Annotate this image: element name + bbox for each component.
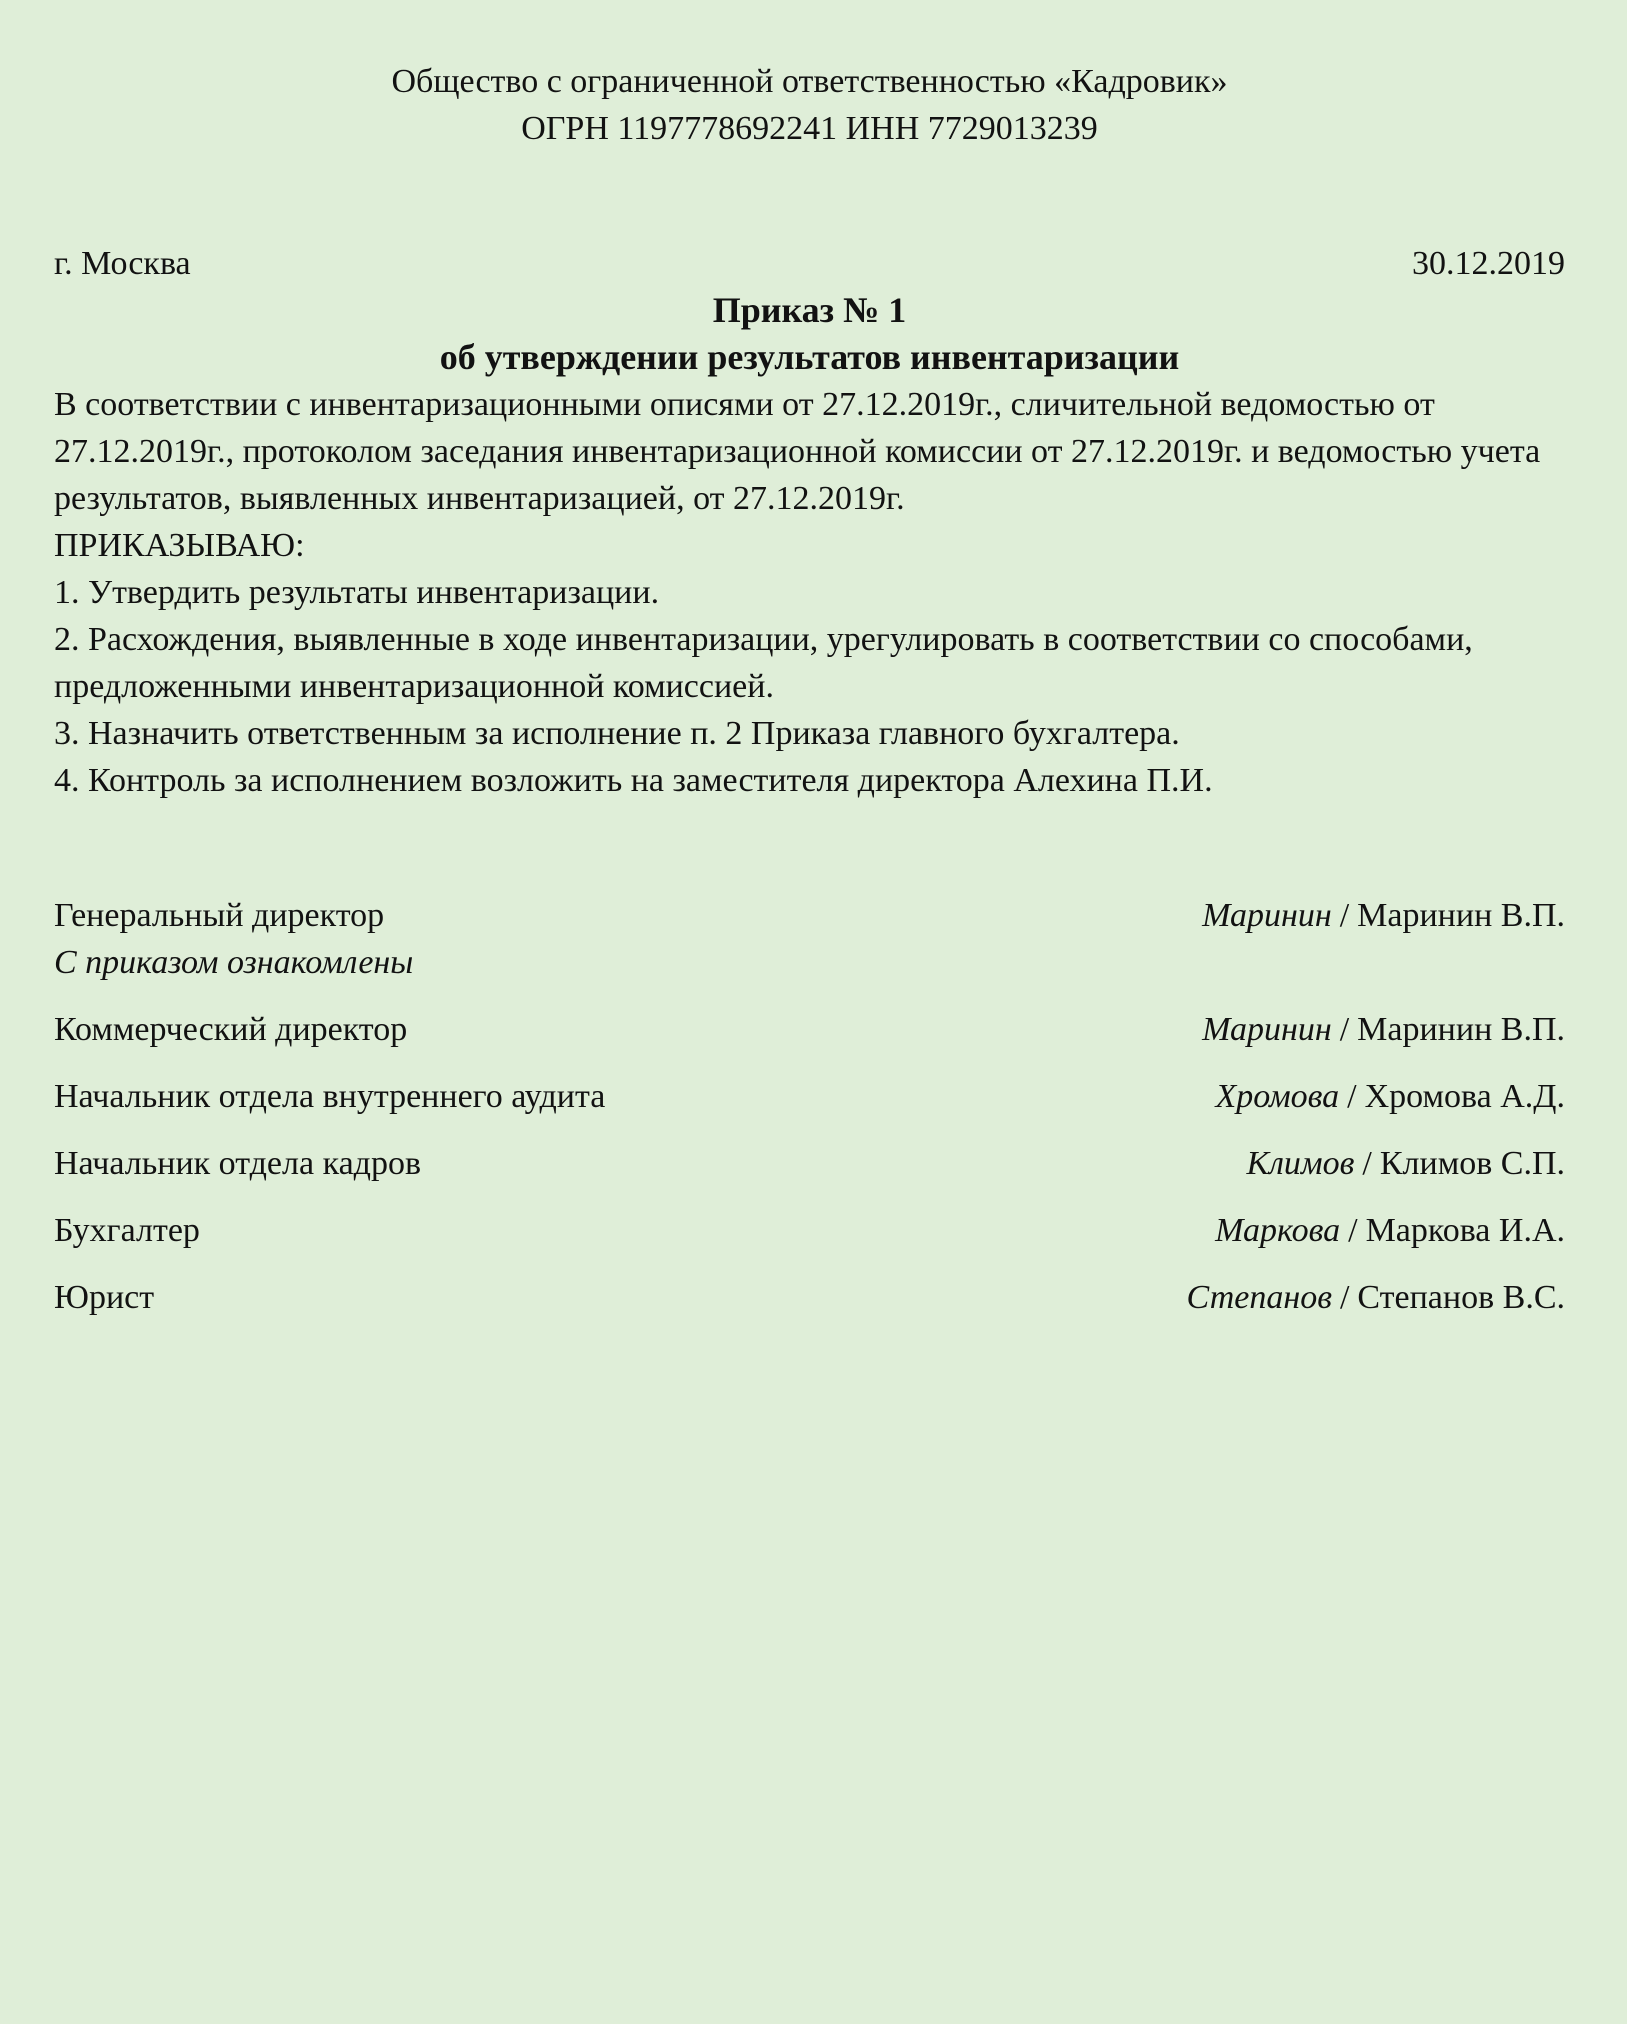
order-title: Приказ № 1 bbox=[712, 290, 907, 330]
handwritten-signature: Маринин bbox=[1202, 897, 1332, 934]
signature-separator: / bbox=[1339, 897, 1350, 934]
signature-block bbox=[1202, 892, 1565, 939]
handwritten-signature: Маркова bbox=[1215, 1212, 1341, 1249]
signature-row-general-director bbox=[54, 892, 1565, 939]
order-subtitle: об утверждении результатов инвентаризации bbox=[439, 337, 1180, 377]
signature-row-hr-head bbox=[54, 1140, 1565, 1187]
signatory-name: Маринин В.П. bbox=[1357, 897, 1565, 934]
order-item-3: 3. Назначить ответственным за исполнение п. 2 Приказа главного бухгалтера. bbox=[54, 715, 1180, 752]
position-title: Бухгалтер bbox=[54, 1212, 200, 1249]
city-date-row bbox=[54, 240, 1565, 287]
position-title: Коммерческий директор bbox=[54, 1011, 408, 1048]
signature-separator: / bbox=[1339, 1011, 1350, 1048]
order-item-4: 4. Контроль за исполнением возложить на заместителя директора Алехина П.И. bbox=[54, 762, 1213, 799]
position-title: Генеральный директор bbox=[54, 897, 385, 934]
signature-separator: / bbox=[1347, 1078, 1357, 1115]
signatory-name: Степанов В.С. bbox=[1357, 1279, 1565, 1316]
order-heading: ПРИКАЗЫВАЮ: bbox=[54, 527, 305, 564]
document-date: 30.12.2019 bbox=[1412, 245, 1565, 282]
signature-separator: / bbox=[1339, 1279, 1350, 1316]
signatory-name: Маринин В.П. bbox=[1357, 1011, 1565, 1048]
signature-separator: / bbox=[1348, 1212, 1358, 1249]
acknowledgement-heading: С приказом ознакомлены bbox=[54, 944, 414, 981]
signature-block bbox=[1215, 1073, 1565, 1120]
handwritten-signature: Хромова bbox=[1215, 1078, 1340, 1115]
order-item-1: 1. Утвердить результаты инвентаризации. bbox=[54, 574, 660, 611]
signatory-name: Маркова И.А. bbox=[1365, 1212, 1565, 1249]
signature-row-accountant bbox=[54, 1207, 1565, 1254]
handwritten-signature: Климов bbox=[1246, 1145, 1355, 1182]
position-title: Начальник отдела кадров bbox=[54, 1145, 422, 1182]
position-title: Начальник отдела внутреннего аудита bbox=[54, 1078, 606, 1115]
signature-block bbox=[1187, 1274, 1565, 1321]
signature-block bbox=[1215, 1207, 1565, 1254]
signature-row-internal-audit-head bbox=[54, 1073, 1565, 1120]
signature-block bbox=[1247, 1140, 1565, 1187]
intro-paragraph: В соответствии с инвентаризационными описями от 27.12.2019г., сличительной ведомостью от 27.12.2019г., протоколом заседания инвентаризационной комиссии от 27.12.2019г. и ведомостью учета результатов, выявленных инвентаризацией, от 27.12.2019г. bbox=[54, 386, 1541, 517]
signatory-name: Хромова А.Д. bbox=[1364, 1078, 1565, 1115]
position-title: Юрист bbox=[54, 1279, 155, 1316]
signatory-name: Климов С.П. bbox=[1379, 1145, 1565, 1182]
handwritten-signature: Маринин bbox=[1202, 1011, 1332, 1048]
signature-row-lawyer bbox=[54, 1274, 1565, 1321]
document-city: г. Москва bbox=[54, 245, 191, 282]
company-registration: ОГРН 1197778692241 ИНН 7729013239 bbox=[521, 110, 1098, 147]
order-item-2: 2. Расхождения, выявленные в ходе инвентаризации, урегулировать в соответствии со способами, предложенными инвентаризационной комиссией. bbox=[54, 621, 1473, 705]
company-name: Общество с ограниченной ответственностью «Кадровик» bbox=[391, 63, 1228, 100]
signature-separator: / bbox=[1362, 1145, 1372, 1182]
handwritten-signature: Степанов bbox=[1186, 1279, 1332, 1316]
signature-row-commercial-director bbox=[54, 1006, 1565, 1053]
signature-block bbox=[1202, 1006, 1565, 1053]
